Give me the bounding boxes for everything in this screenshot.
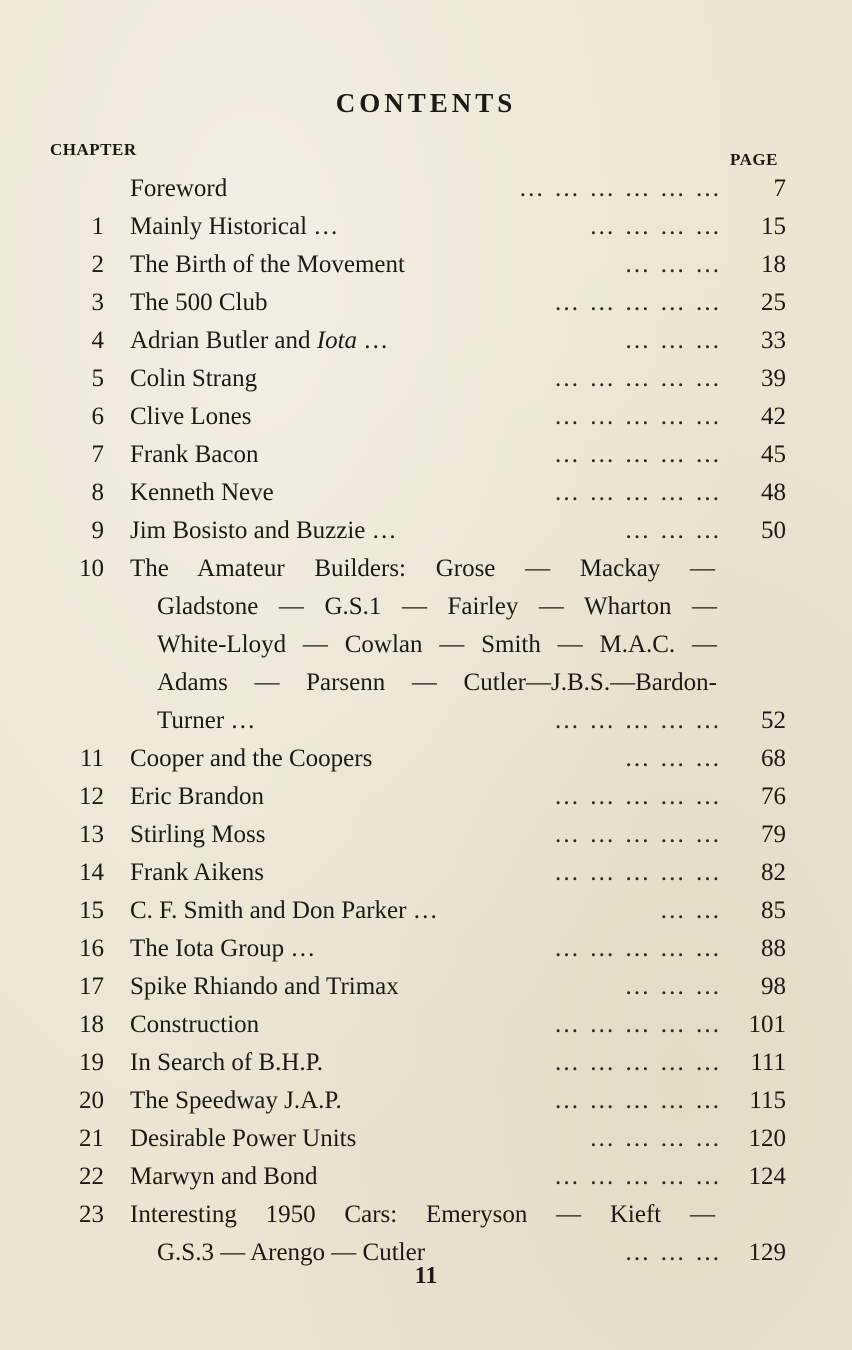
page-ref: 120 [748, 1125, 786, 1152]
page-ref: 101 [748, 1011, 786, 1038]
page-ref: 82 [761, 859, 786, 886]
chapter-number: 15 [79, 897, 104, 924]
leader-dots: … … … [624, 1239, 722, 1266]
chapter-number: 3 [91, 289, 104, 316]
page-ref: 7 [773, 175, 786, 202]
toc-entry-line [0, 246, 852, 284]
toc-entry-line [0, 626, 852, 664]
toc-entry-line [0, 170, 852, 208]
chapter-title: Adams — Parsenn — Cutler—J.B.S.—Bardon- [157, 669, 717, 696]
leader-dots: … … … … … [554, 707, 722, 734]
toc-entry-line [0, 664, 852, 702]
chapter-title: Cooper and the Coopers [130, 745, 373, 772]
page-ref: 25 [761, 289, 786, 316]
page-ref: 115 [749, 1087, 786, 1114]
toc-entry-line [0, 702, 852, 740]
page-ref: 124 [748, 1163, 786, 1190]
page-ref: 18 [761, 251, 786, 278]
toc-entry-line [0, 1120, 852, 1158]
toc-entry-line [0, 588, 852, 626]
toc-entry-line [0, 740, 852, 778]
chapter-title: Clive Lones [130, 403, 252, 430]
chapter-title: The Birth of the Movement [130, 251, 405, 278]
toc-entry-line [0, 1196, 852, 1234]
chapter-column-header: CHAPTER [50, 140, 137, 159]
chapter-title: Frank Aikens [130, 859, 265, 886]
toc-entry-line [0, 778, 852, 816]
chapter-title: Spike Rhiando and Trimax [130, 973, 399, 1000]
chapter-title: The Amateur Builders: Grose — Mackay — [130, 555, 715, 582]
page-ref: 50 [761, 517, 786, 544]
chapter-title: C. F. Smith and Don Parker … [130, 897, 438, 924]
page-title: CONTENTS [335, 88, 517, 118]
chapter-number: 2 [91, 251, 104, 278]
page-ref: 88 [761, 935, 786, 962]
toc-entry-line [0, 284, 852, 322]
toc-entry-line [0, 1082, 852, 1120]
leader-dots: … … … … … [554, 441, 722, 468]
page-column-header: PAGE [730, 150, 778, 169]
page-ref: 129 [748, 1239, 786, 1266]
chapter-number: 17 [79, 973, 104, 1000]
chapter-title: Foreword [130, 175, 228, 202]
chapter-title: Colin Strang [130, 365, 258, 392]
toc-entry-line [0, 436, 852, 474]
chapter-title: The Speedway J.A.P. [130, 1087, 342, 1114]
leader-dots: … … … … … [554, 821, 722, 848]
leader-dots: … … … … [589, 1125, 722, 1152]
toc-entry-line [0, 512, 852, 550]
leader-dots: … … … … … [554, 1163, 722, 1190]
leader-dots: … … … … … [554, 403, 722, 430]
page-ref: 39 [761, 365, 786, 392]
chapter-number: 12 [79, 783, 104, 810]
chapter-title: Turner … [157, 707, 256, 734]
page-ref: 85 [761, 897, 786, 924]
toc-entry-line [0, 1006, 852, 1044]
leader-dots: … … … [624, 251, 722, 278]
toc-entry-line [0, 968, 852, 1006]
chapter-title: Adrian Butler and Iota … [130, 327, 389, 354]
toc-entry-line [0, 398, 852, 436]
page-ref: 52 [761, 707, 786, 734]
leader-dots: … … … … … [554, 1049, 722, 1076]
chapter-title: G.S.3 — Arengo — Cutler [157, 1239, 426, 1266]
leader-dots: … … [659, 897, 722, 924]
toc-entry-line [0, 322, 852, 360]
chapter-number: 19 [79, 1049, 104, 1076]
page-ref: 76 [761, 783, 786, 810]
leader-dots: … … … … … [554, 479, 722, 506]
chapter-title: Jim Bosisto and Buzzie … [130, 517, 397, 544]
chapter-number: 9 [91, 517, 104, 544]
chapter-number: 10 [79, 555, 104, 582]
chapter-title: Eric Brandon [130, 783, 264, 810]
chapter-number: 20 [79, 1087, 104, 1114]
chapter-number: 13 [79, 821, 104, 848]
chapter-number: 16 [79, 935, 104, 962]
toc-entry-line [0, 1044, 852, 1082]
toc-entry-line [0, 474, 852, 512]
chapter-title: The 500 Club [130, 289, 268, 316]
page-number: 11 [414, 1263, 438, 1289]
page-ref: 15 [761, 213, 786, 240]
chapter-title: Desirable Power Units [130, 1125, 357, 1152]
toc-entry-line [0, 360, 852, 398]
chapter-title: Construction [130, 1011, 260, 1038]
chapter-title: The Iota Group … [130, 935, 316, 962]
leader-dots: … … … [624, 745, 722, 772]
leader-dots: … … … … … [554, 1087, 722, 1114]
chapter-number: 21 [79, 1125, 104, 1152]
leader-dots: … … … … … [554, 859, 722, 886]
leader-dots: … … … [624, 327, 722, 354]
leader-dots: … … … … … [554, 935, 722, 962]
page-ref: 68 [761, 745, 786, 772]
leader-dots: … … … … … [554, 365, 722, 392]
chapter-number: 8 [91, 479, 104, 506]
toc-entry-line [0, 550, 852, 588]
toc-entry-line [0, 816, 852, 854]
leader-dots: … … … … … [554, 783, 722, 810]
leader-dots: … … … … … [554, 289, 722, 316]
toc-entry-line [0, 930, 852, 968]
chapter-number: 14 [79, 859, 104, 886]
chapter-title: Interesting 1950 Cars: Emeryson — Kieft — [130, 1201, 715, 1228]
chapter-title: Frank Bacon [130, 441, 259, 468]
page-ref: 111 [750, 1049, 786, 1076]
leader-dots: … … … … … [554, 1011, 722, 1038]
chapter-number: 23 [79, 1201, 104, 1228]
chapter-number: 4 [91, 327, 104, 354]
chapter-number: 7 [91, 441, 104, 468]
page-ref: 42 [761, 403, 786, 430]
chapter-number: 6 [91, 403, 104, 430]
chapter-title: Marwyn and Bond [130, 1163, 318, 1190]
leader-dots: … … … … … … [518, 175, 722, 202]
leader-dots: … … … [624, 517, 722, 544]
leader-dots: … … … [624, 973, 722, 1000]
chapter-number: 11 [79, 745, 104, 772]
chapter-number: 5 [91, 365, 104, 392]
chapter-title: White-Lloyd — Cowlan — Smith — M.A.C. — [157, 631, 717, 658]
page-ref: 98 [761, 973, 786, 1000]
chapter-number: 18 [79, 1011, 104, 1038]
leader-dots: … … … … [589, 213, 722, 240]
page-ref: 48 [761, 479, 786, 506]
toc-entry-line [0, 892, 852, 930]
page-ref: 45 [761, 441, 786, 468]
toc-entry-line [0, 854, 852, 892]
chapter-number: 1 [91, 213, 104, 240]
chapter-title: In Search of B.H.P. [130, 1049, 324, 1076]
page-ref: 33 [761, 327, 786, 354]
toc-entry-line [0, 1158, 852, 1196]
toc-entry-line [0, 208, 852, 246]
chapter-title: Stirling Moss [130, 821, 266, 848]
chapter-title: Mainly Historical … [130, 213, 339, 240]
chapter-title: Kenneth Neve [130, 479, 274, 506]
chapter-number: 22 [79, 1163, 104, 1190]
page-ref: 79 [761, 821, 786, 848]
chapter-title: Gladstone — G.S.1 — Fairley — Wharton — [157, 593, 717, 620]
